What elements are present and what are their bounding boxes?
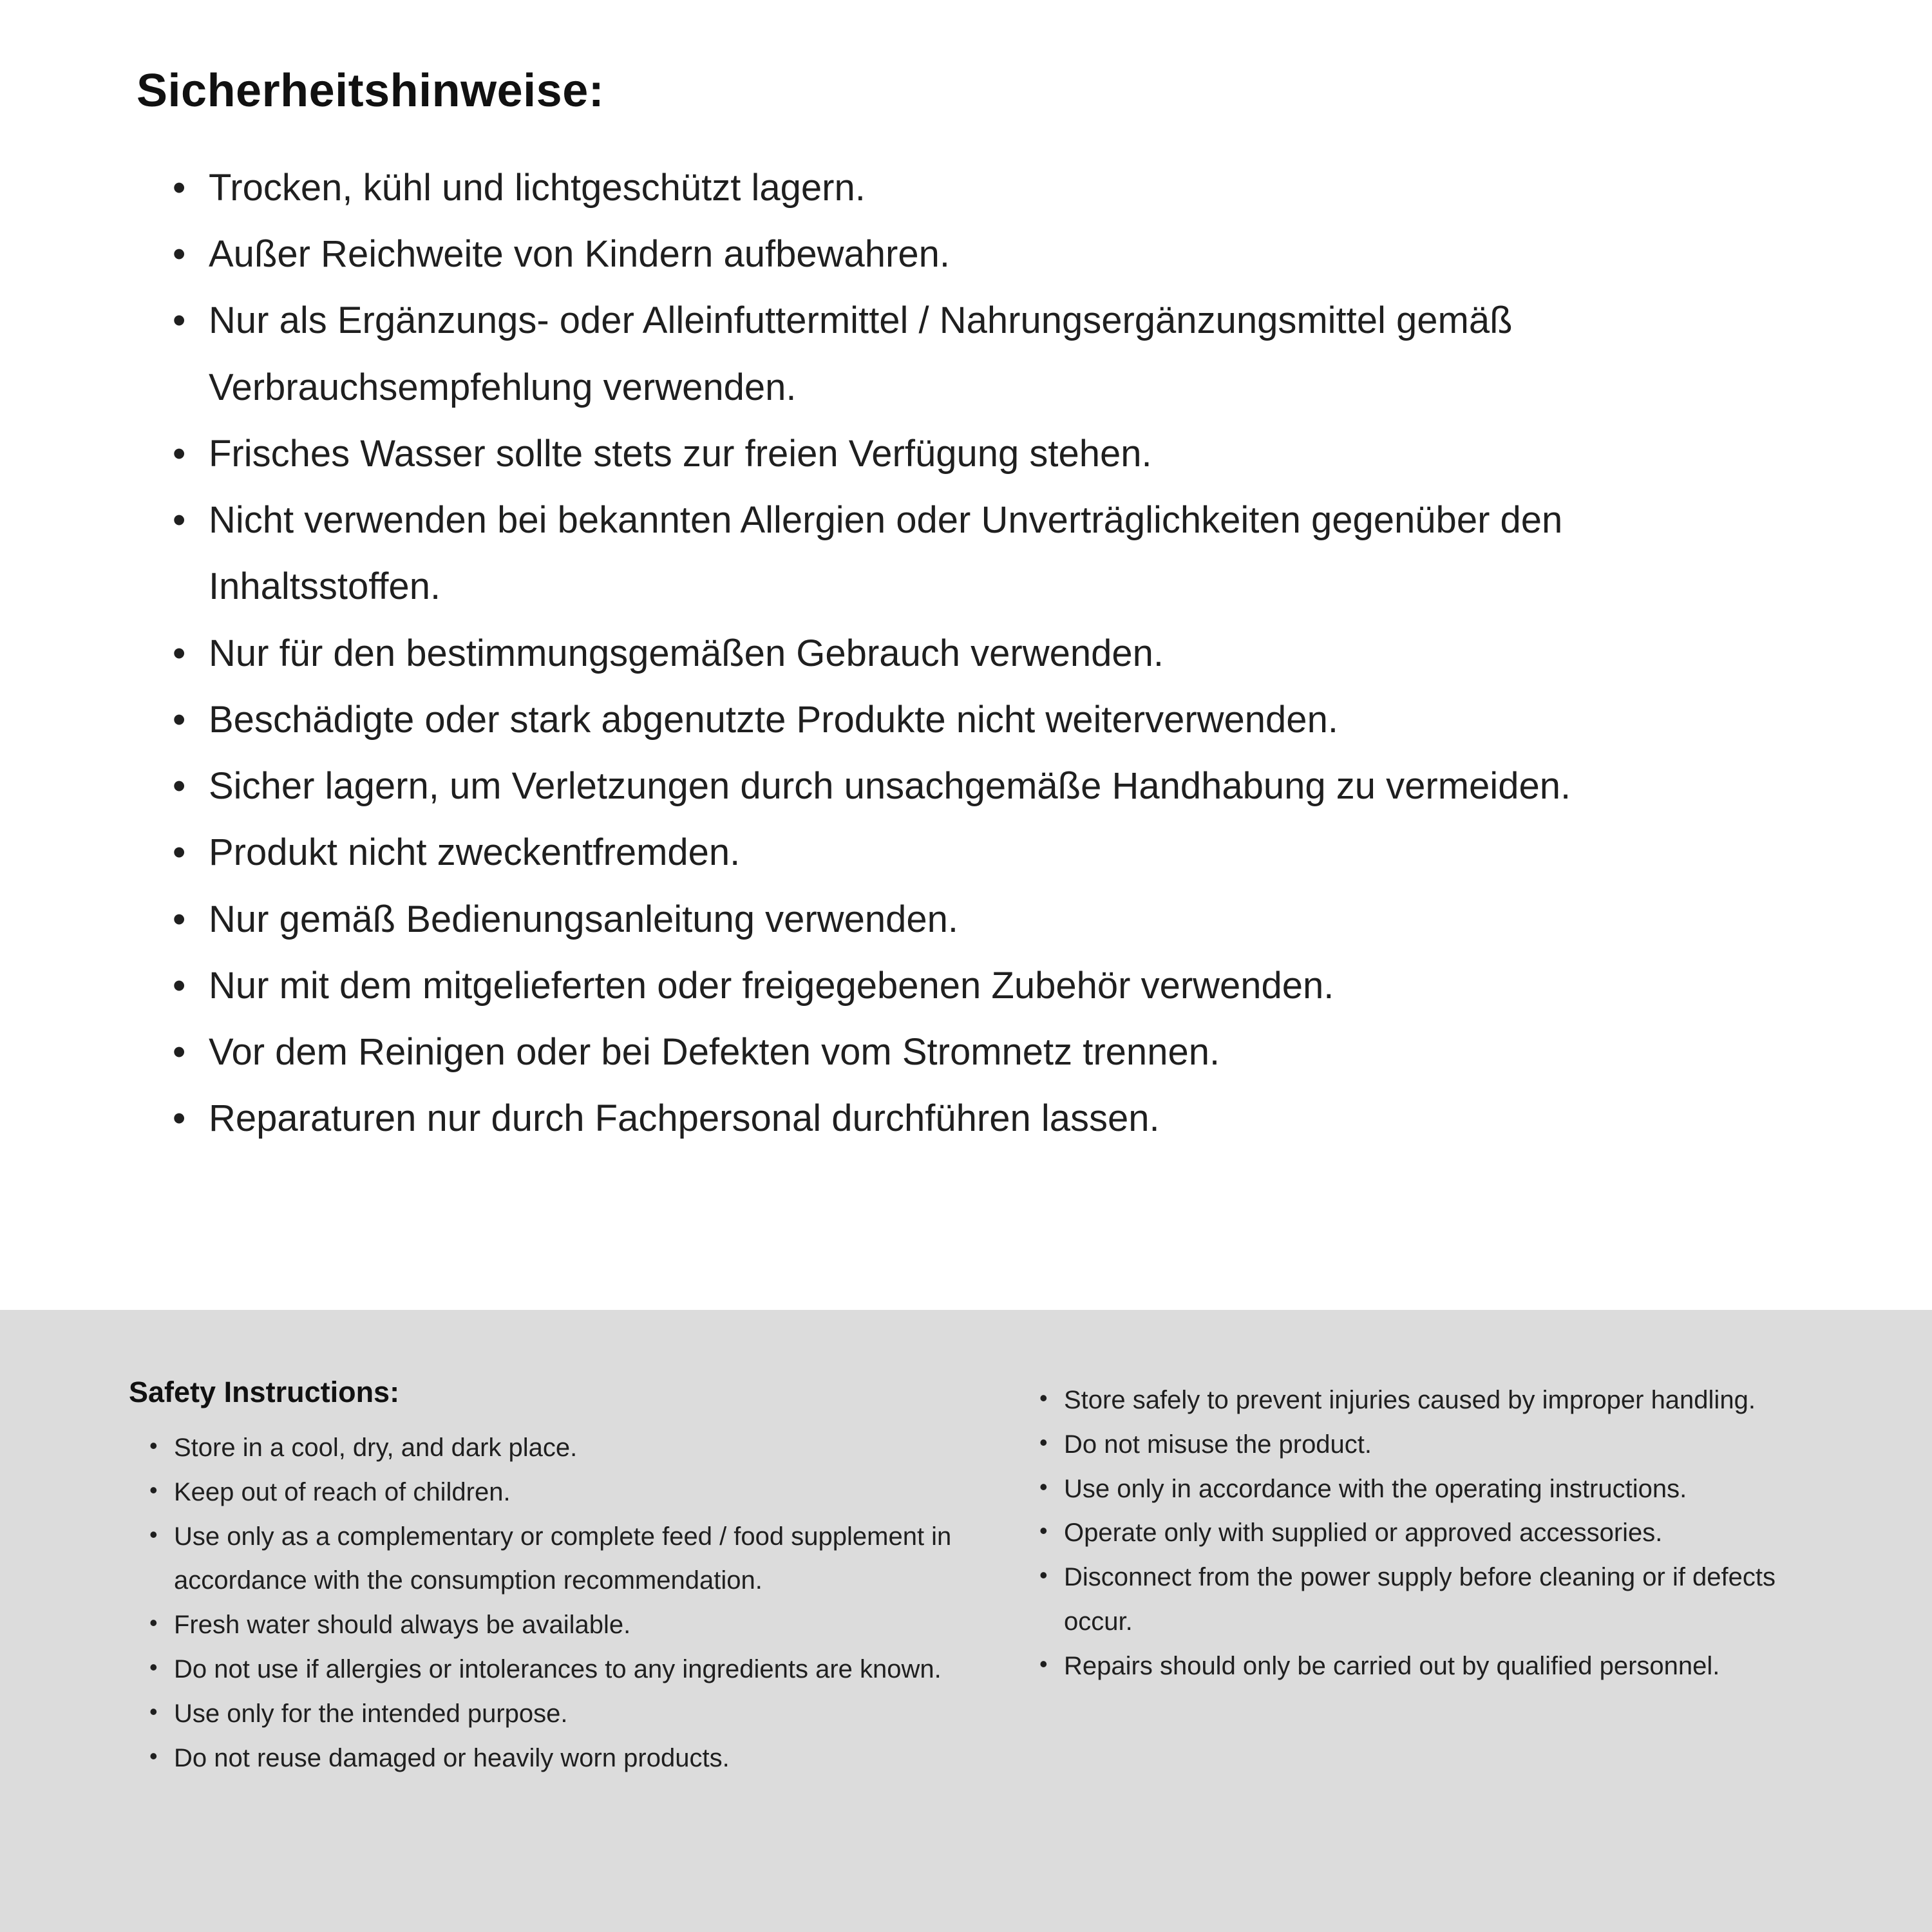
bullet-item: • Reparaturen nur durch Fachpersonal durchführen lassen. bbox=[169, 1085, 1792, 1151]
bullet-item: • Use only as a complementary or complete feed / food supplement in accordance with the consumption recommendation. bbox=[147, 1515, 960, 1604]
bullet-item: • Keep out of reach of children. bbox=[147, 1470, 960, 1515]
bullet-item: • Frisches Wasser sollte stets zur freien Verfügung stehen. bbox=[169, 421, 1792, 487]
bullet-item: • Store safely to prevent injuries caused by improper handling. bbox=[1037, 1378, 1839, 1423]
bullet-item: • Disconnect from the power supply before cleaning or if defects occur. bbox=[1037, 1555, 1839, 1644]
bullet-item: • Nur gemäß Bedienungsanleitung verwenden. bbox=[169, 886, 1792, 952]
bullet-item: • Nicht verwenden bei bekannten Allergien oder Unverträglichkeiten gegenüber den Inhaltsstoffen. bbox=[169, 487, 1792, 620]
bullet-item: • Produkt nicht zweckentfremden. bbox=[169, 819, 1792, 886]
bullet-item: • Store in a cool, dry, and dark place. bbox=[147, 1426, 960, 1470]
english-safety-section bbox=[0, 1310, 1932, 1932]
english-right-column bbox=[1037, 1376, 1839, 1689]
bullet-item: • Nur mit dem mitgelieferten oder freigegebenen Zubehör verwenden. bbox=[169, 952, 1792, 1019]
english-bullet-list-right bbox=[1037, 1378, 1839, 1689]
bullet-item: • Operate only with supplied or approved accessories. bbox=[1037, 1511, 1839, 1555]
bullet-item: • Sicher lagern, um Verletzungen durch unsachgemäße Handhabung zu vermeiden. bbox=[169, 753, 1792, 819]
bullet-item: • Repairs should only be carried out by qualified personnel. bbox=[1037, 1644, 1839, 1689]
bullet-item: • Vor dem Reinigen oder bei Defekten vom Stromnetz trennen. bbox=[169, 1019, 1792, 1085]
english-left-column bbox=[129, 1376, 960, 1780]
bullet-item: • Do not use if allergies or intolerances to any ingredients are known. bbox=[147, 1647, 960, 1692]
bullet-item: • Nur für den bestimmungsgemäßen Gebrauch verwenden. bbox=[169, 620, 1792, 687]
english-section-heading: Safety Instructions: bbox=[129, 1376, 400, 1408]
bullet-item: • Do not reuse damaged or heavily worn products. bbox=[147, 1736, 960, 1781]
german-bullet-list bbox=[137, 155, 1792, 1152]
english-bullet-list-left bbox=[129, 1426, 960, 1780]
bullet-item: • Use only for the intended purpose. bbox=[147, 1692, 960, 1736]
german-section-heading: Sicherheitshinweise: bbox=[137, 65, 605, 117]
bullet-item: • Beschädigte oder stark abgenutzte Produkte nicht weiterverwenden. bbox=[169, 687, 1792, 753]
bullet-item: • Use only in accordance with the operating instructions. bbox=[1037, 1467, 1839, 1511]
bullet-item: • Außer Reichweite von Kindern aufbewahren. bbox=[169, 221, 1792, 287]
bullet-item: • Trocken, kühl und lichtgeschützt lagern. bbox=[169, 155, 1792, 221]
bullet-item: • Nur als Ergänzungs- oder Alleinfuttermittel / Nahrungsergänzungsmittel gemäß Verbrauchsempfehlung verwenden. bbox=[169, 287, 1792, 420]
bullet-item: • Do not misuse the product. bbox=[1037, 1423, 1839, 1467]
bullet-item: • Fresh water should always be available. bbox=[147, 1603, 960, 1647]
